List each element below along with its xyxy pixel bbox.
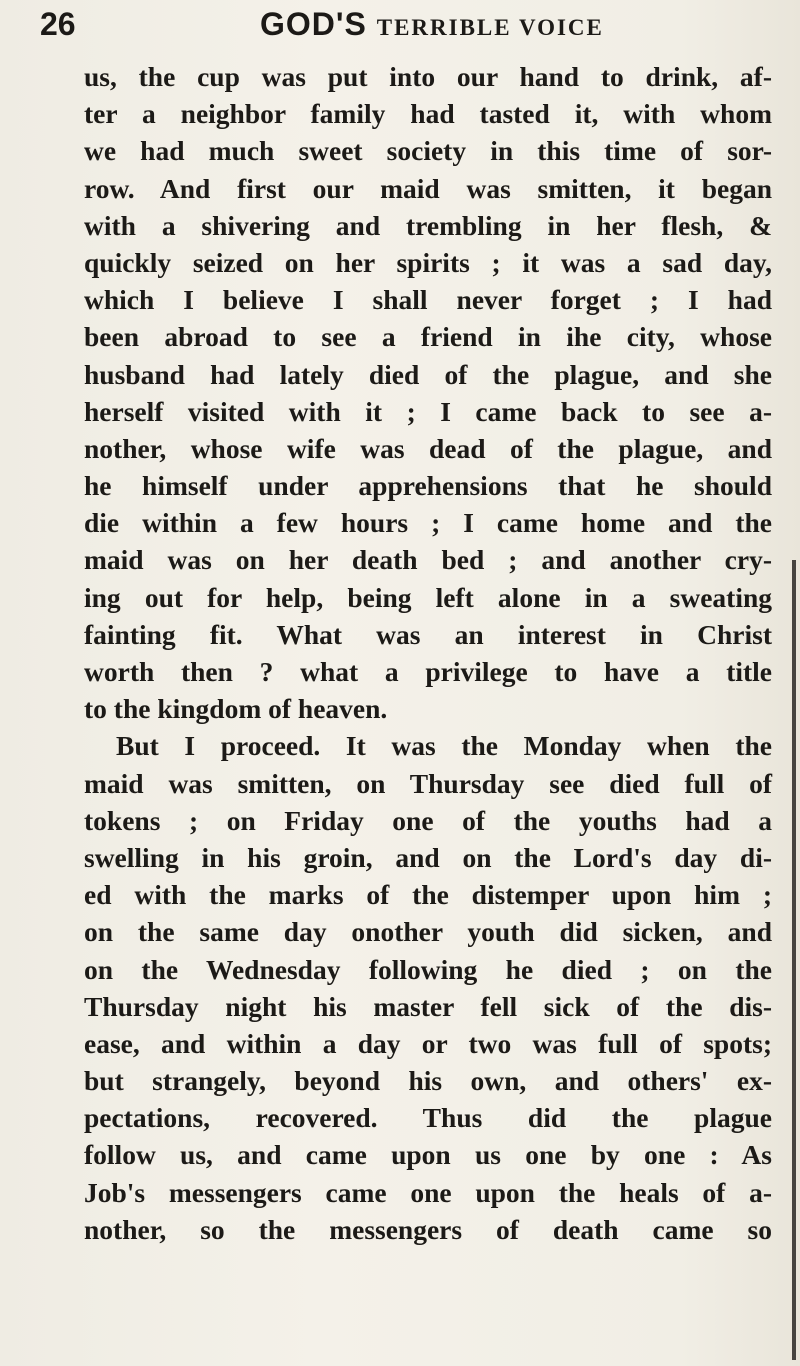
text-line: Job's messengers came one upon the heals of a- xyxy=(84,1176,772,1208)
text-line: but strangely, beyond his own, and others' ex- xyxy=(84,1065,772,1097)
running-title xyxy=(260,6,604,43)
running-title-smallcaps: TERRIBLE VOICE xyxy=(376,15,604,40)
text-line: maid was smitten, on Thursday see died full of xyxy=(84,767,772,799)
text-line: herself visited with it ; I came back to see a- xyxy=(84,395,772,427)
running-title-main: GOD'S xyxy=(260,6,367,42)
text-line: on the same day onother youth did sicken, and xyxy=(84,916,772,948)
text-line: Thursday night his master fell sick of the dis- xyxy=(84,990,772,1022)
text-line: nother, so the messengers of death came so xyxy=(84,1213,772,1245)
text-line: worth then ? what a privilege to have a title xyxy=(84,656,772,687)
body-text xyxy=(84,58,772,1248)
text-line: follow us, and came upon us one by one : As xyxy=(84,1139,772,1171)
text-line: die within a few hours ; I came home and the xyxy=(84,507,772,539)
text-line: he himself under apprehensions that he should xyxy=(84,470,772,502)
text-line: to the kingdom of heaven. xyxy=(84,693,388,725)
running-head xyxy=(40,4,760,44)
text-line: which I believe I shall never forget ; I had xyxy=(84,284,772,316)
text-line: fainting fit. What was an interest in Christ xyxy=(84,618,772,650)
text-line: on the Wednesday following he died ; on the xyxy=(84,953,772,985)
text-line: maid was on her death bed ; and another cry- xyxy=(84,544,772,576)
text-line: ing out for help, being left alone in a sweating xyxy=(84,581,772,613)
page-number: 26 xyxy=(40,6,76,42)
text-line: nother, whose wife was dead of the plague, and xyxy=(84,432,772,464)
text-line: been abroad to see a friend in ihe city, whose xyxy=(84,321,772,353)
text-line: us, the cup was put into our hand to drink, af- xyxy=(84,61,772,92)
text-line: But I proceed. It was the Monday when the xyxy=(116,730,772,762)
text-line: row. And first our maid was smitten, it began xyxy=(84,172,772,204)
text-line: tokens ; on Friday one of the youths had a xyxy=(84,804,772,836)
page-edge-shadow xyxy=(792,560,796,1360)
text-line: ed with the marks of the distemper upon him ; xyxy=(84,879,772,911)
text-line: husband had lately died of the plague, and she xyxy=(84,358,772,390)
text-line: pectations, recovered. Thus did the plague xyxy=(84,1102,772,1134)
text-line: ter a neighbor family had tasted it, with whom xyxy=(84,98,772,130)
text-line: ease, and within a day or two was full of spots; xyxy=(84,1027,772,1059)
text-line: swelling in his groin, and on the Lord's day di- xyxy=(84,841,772,873)
text-line: we had much sweet society in this time of sor- xyxy=(84,135,772,167)
text-line: quickly seized on her spirits ; it was a sad day, xyxy=(84,246,772,278)
text-line: with a shivering and trembling in her flesh, & xyxy=(84,209,772,241)
